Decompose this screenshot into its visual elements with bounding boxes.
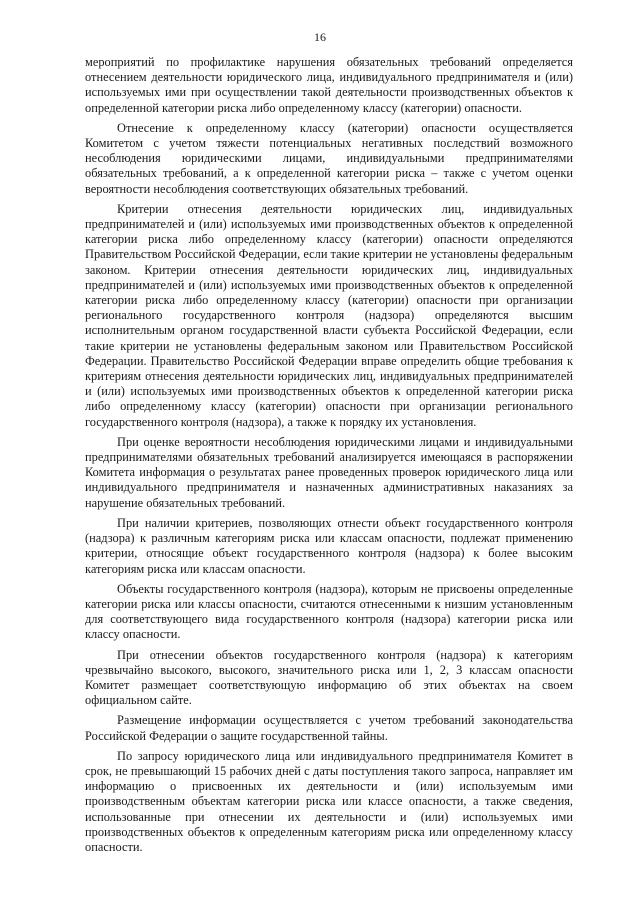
paragraph-state-secret: Размещение информации осуществляется с учетом требований законодательства Российской Федерации о защите государственной тайны. [85,713,573,743]
paragraph-continuation: мероприятий по профилактике нарушения обязательных требований определяется отнесением деятельности юридического лица, индивидуального предпринимателя и (или) используемых ими при осуществлении такой деятельности производственных объектов к определенной категории риска либо определенному классу (категории) опасности. [85,55,573,115]
paragraph-lowest-category: Объекты государственного контроля (надзора), которым не присвоены определенные категории риска или классы опасности, считаются отнесенными к низшим установленным для соответствующего вида государственного контроля (надзора) категории риска или классу опасности. [85,581,573,642]
paragraph-criteria: Критерии отнесения деятельности юридических лиц, индивидуальных предпринимателей и (или) используемых ими производственных объектов к определенной категории риска либо определенному классу (категории) опасности определяются Правительством Российской Федерации, если такие критерии не установлены федеральным законом. Критерии отнесения деятельности юридических лиц, индивидуальных предпринимателей и (или) используемых ими производственных объектов к определенной категории риска либо определенному классу (категории) опасности при организации регионального государственного контроля (надзора) определяются высшим исполнительным органом государственной власти субъекта Российской Федерации, если такие критерии не установлены федеральным законом или Правительством Российской Федерации. Правительство Российской Федерации вправе определить общие требования к критериям отнесения деятельности юридических лиц, индивидуальных предпринимателей и (или) используемых ими производственных объектов к определенной категории риска либо определенному классу (категории) опасности при организации регионального государственного контроля (надзора), а также к порядку их установления. [85,201,574,429]
paragraph-higher-category: При наличии критериев, позволяющих отнести объект государственного контроля (надзора) к различным категориям риска или классам опасности, подлежат применению критерии, относящие объект государственного контроля (надзора) к более высоким категориям риска или классам опасности. [85,515,573,576]
paragraph-website-publication: При отнесении объектов государственного контроля (надзора) к категориям чрезвычайно высокого, высокого, значительного риска или 1, 2, 3 классам опасности Комитет размещает соответствующую информацию об этих объектах на своем официальном сайте. [85,647,573,708]
document-body [85,55,573,860]
paragraph-request: По запросу юридического лица или индивидуального предпринимателя Комитет в срок, не превышающий 15 рабочих дней с даты поступления такого запроса, направляет им информацию о присвоенных их деятельности и (или) используемым ими производственным объектам категории риска или классе опасности, а также сведения, использованные при отнесении их деятельности и (или) используемых ими производственных объектов к определенным категориям риска или определенному классу опасности. [85,748,573,854]
page-number: 16 [314,30,326,44]
paragraph-hazard-class: Отнесение к определенному классу (категории) опасности осуществляется Комитетом с учетом тяжести потенциальных негативных последствий возможного несоблюдения юридическими лицами, индивидуальными предпринимателями обязательных требований, а к определенной категории риска – также с учетом оценки вероятности несоблюдения соответствующих обязательных требований. [85,120,573,196]
paragraph-probability-assessment: При оценке вероятности несоблюдения юридическими лицами и индивидуальными предпринимателями обязательных требований анализируется имеющаяся в распоряжении Комитета информация о результатах ранее проведенных проверок юридического лица или индивидуального предпринимателя и назначенных административных наказаниях за нарушение обязательных требований. [85,434,573,510]
